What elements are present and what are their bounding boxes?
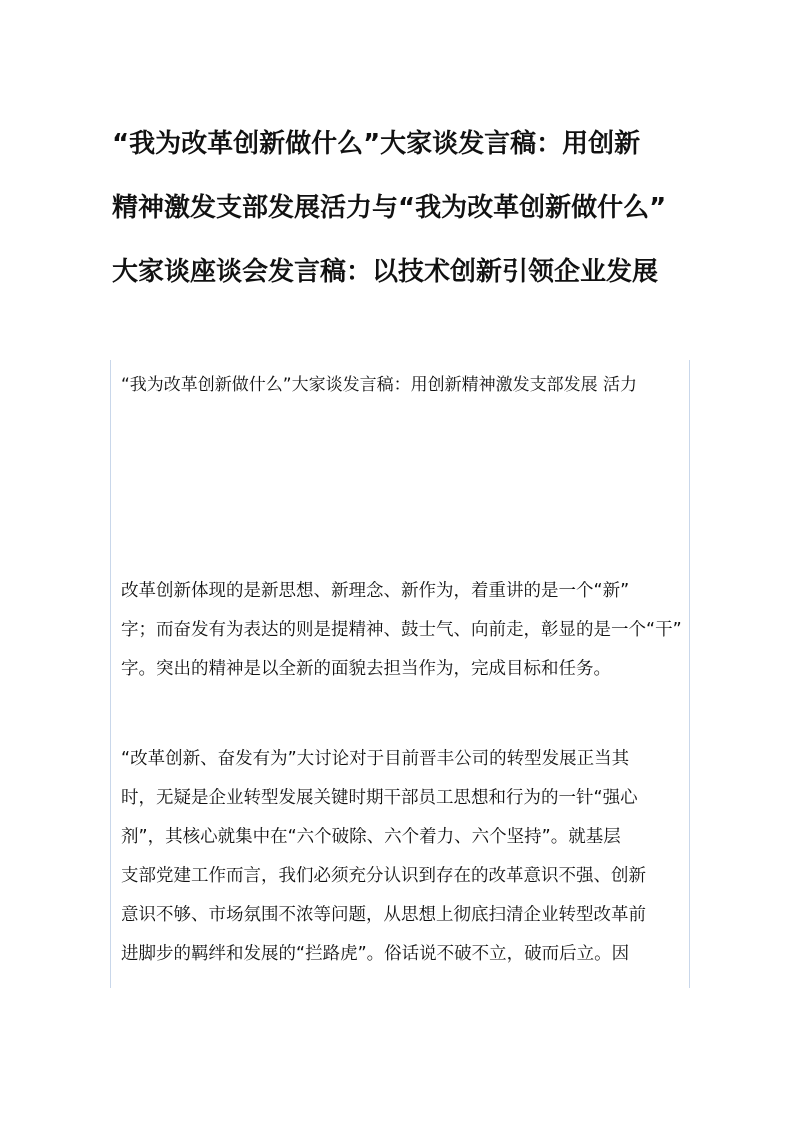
- paragraph-line: 字；而奋发有为表达的则是提精神、鼓士气、向前走，彰显的是一个“干”: [121, 620, 682, 640]
- paragraph-line: 改革创新体现的是新思想、新理念、新作为，着重讲的是一个“新”: [121, 581, 630, 601]
- paragraph-line: “改革创新、奋发有为”大讨论对于目前晋丰公司的转型发展正当其: [121, 749, 630, 769]
- paragraph-line: 支部党建工作而言，我们必须充分认识到存在的改革意识不强、创新: [121, 866, 646, 886]
- paragraph-line: 时，无疑是企业转型发展关键时期干部员工思想和行为的一针“强心: [121, 788, 638, 808]
- paragraph-line: 剂”，其核心就集中在“六个破除、六个着力、六个坚持”。就基层: [121, 827, 621, 847]
- title-line: 精神激发支部发展活力与“我为改革创新做什么”: [112, 193, 667, 223]
- paragraph-line: 进脚步的羁绊和发展的“拦路虎”。俗话说不破不立，破而后立。因: [121, 944, 630, 964]
- paragraph: [121, 572, 683, 689]
- paragraph-line: 字。突出的精神是以全新的面貌去担当作为，完成目标和任务。: [121, 659, 611, 679]
- title-line: “我为改革创新做什么”大家谈发言稿：用创新: [112, 129, 641, 159]
- title-line: 大家谈座谈会发言稿：以技术创新引领企业发展: [112, 257, 659, 287]
- subtitle-line: “我为改革创新做什么”大家谈发言稿：用创新精神激发支部发展: [121, 375, 598, 395]
- section-subtitle: [121, 368, 681, 403]
- subtitle-line: 活力: [603, 375, 638, 395]
- paragraph: [121, 740, 683, 974]
- document-title: [112, 112, 688, 304]
- paragraph-line: 意识不够、市场氛围不浓等问题，从思想上彻底扫清企业转型改革前: [121, 905, 646, 925]
- content-frame: [110, 360, 690, 988]
